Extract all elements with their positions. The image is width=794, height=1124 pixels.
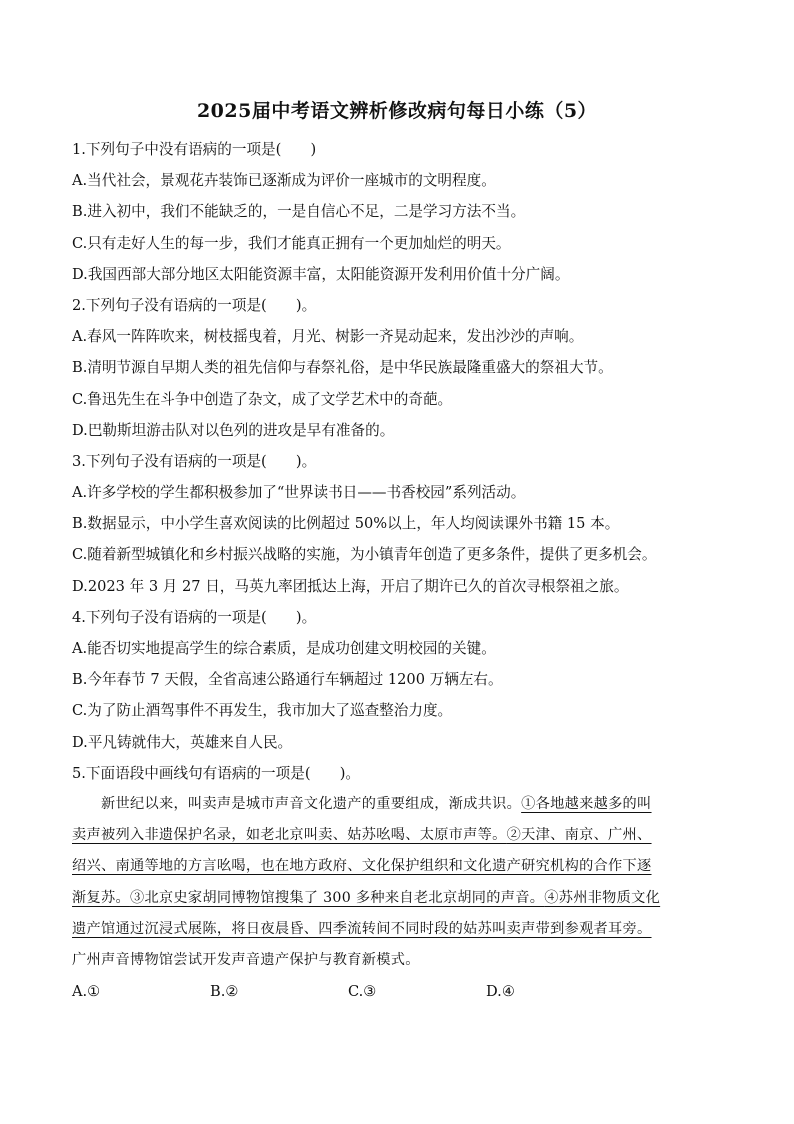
q5-option-b: B.②	[210, 983, 239, 1001]
q3-option-c: C.随着新型城镇化和乡村振兴战略的实施，为小镇青年创造了更多条件，提供了更多机会。	[72, 546, 657, 564]
question-list	[72, 134, 732, 1007]
underlined-sentence-3: ③北京史家胡同博物馆搜集了 300 多种来自老北京胡同的声音。	[129, 889, 545, 906]
underlined-sentence-1-cont: 卖声被列入非遗保护名录，如老北京叫卖、姑苏吆喝、太原市声等。	[72, 827, 507, 844]
q3-stem: 3.下列句子没有语病的一项是( )。	[72, 452, 317, 470]
q3-option-b: B.数据显示，中小学生喜欢阅读的比例超过 50%以上，年人均阅读课外书籍 15 本。	[72, 515, 620, 533]
passage-line	[72, 820, 732, 851]
passage-line	[72, 851, 732, 882]
q1-option-d: D.我国西部大部分地区太阳能资源丰富，太阳能资源开发利用价值十分广阔。	[72, 265, 570, 283]
q5-option-a: A.①	[72, 983, 101, 1001]
q4-stem: 4.下列句子没有语病的一项是( )。	[72, 608, 317, 626]
q4-option-c: C.为了防止酒驾事件不再发生，我市加大了巡查整治力度。	[72, 702, 453, 720]
underlined-sentence-1: ①各地越来越多的叫	[521, 795, 652, 812]
page-title: 2025届中考语文辨析修改病句每日小练（5）	[196, 100, 598, 122]
q2-option-c: C.鲁迅先生在斗争中创造了杂文，成了文学艺术中的奇葩。	[72, 390, 453, 408]
passage-line	[72, 789, 732, 820]
q2-option-d: D.巴勒斯坦游击队对以色列的进攻是早有准备的。	[72, 421, 395, 439]
passage-line	[72, 945, 732, 976]
q1-option-b: B.进入初中，我们不能缺乏的，一是自信心不足，二是学习方法不当。	[72, 203, 526, 221]
q4-option-d: D.平凡铸就伟大，英雄来自人民。	[72, 733, 293, 751]
q2-option-b: B.清明节源自早期人类的祖先信仰与春祭礼俗，是中华民族最隆重盛大的祭祖大节。	[72, 359, 613, 377]
q2-stem: 2.下列句子没有语病的一项是( )。	[72, 296, 317, 314]
q1-option-a: A.当代社会，景观花卉装饰已逐渐成为评价一座城市的文明程度。	[72, 172, 496, 190]
q2-option-a: A.春风一阵阵吹来，树枝摇曳着，月光、树影一齐晃动起来，发出沙沙的声响。	[72, 328, 584, 346]
q5-options	[72, 976, 732, 1007]
passage-line	[72, 883, 732, 914]
underlined-sentence-4: ④苏州非物质文化	[544, 889, 661, 906]
passage-line	[72, 914, 732, 945]
underlined-sentence-2-end: 渐复苏。	[72, 889, 130, 906]
q5-stem: 5.下面语段中画线句有语病的一项是( )。	[72, 764, 361, 782]
underlined-sentence-2-cont: 绍兴、南通等地的方言吆喝，也在地方政府、文化保护组织和文化遗产研究机构的合作下逐	[72, 858, 652, 875]
passage-end: 广州声音博物馆尝试开发声音遗产保护与教育新模式。	[72, 951, 420, 968]
passage-intro: 新世纪以来，叫卖声是城市声音文化遗产的重要组成，渐成共识。	[101, 795, 522, 812]
q1-stem: 1.下列句子中没有语病的一项是( )	[72, 141, 317, 158]
q3-option-a: A.许多学校的学生都积极参加了“世界读书日——书香校园”系列活动。	[72, 484, 526, 502]
q4-option-b: B.今年春节 7 天假，全省高速公路通行车辆超过 1200 万辆左右。	[72, 671, 503, 689]
underlined-sentence-4-cont: 遗产馆通过沉浸式展陈，将日夜晨昏、四季流转间不同时段的姑苏叫卖声带到参观者耳旁。	[72, 920, 652, 937]
q1-option-c: C.只有走好人生的每一步，我们才能真正拥有一个更加灿烂的明天。	[72, 234, 511, 252]
q5-option-d: D.④	[486, 983, 515, 1001]
underlined-sentence-2: ②天津、南京、广州、	[506, 827, 652, 844]
q3-option-d: D.2023 年 3 月 27 日，马英九率团抵达上海，开启了期许已久的首次寻根祭祖之旅。	[72, 577, 629, 595]
q5-option-c: C.③	[348, 983, 377, 1001]
q4-option-a: A.能否切实地提高学生的综合素质，是成功创建文明校园的关键。	[72, 640, 496, 657]
